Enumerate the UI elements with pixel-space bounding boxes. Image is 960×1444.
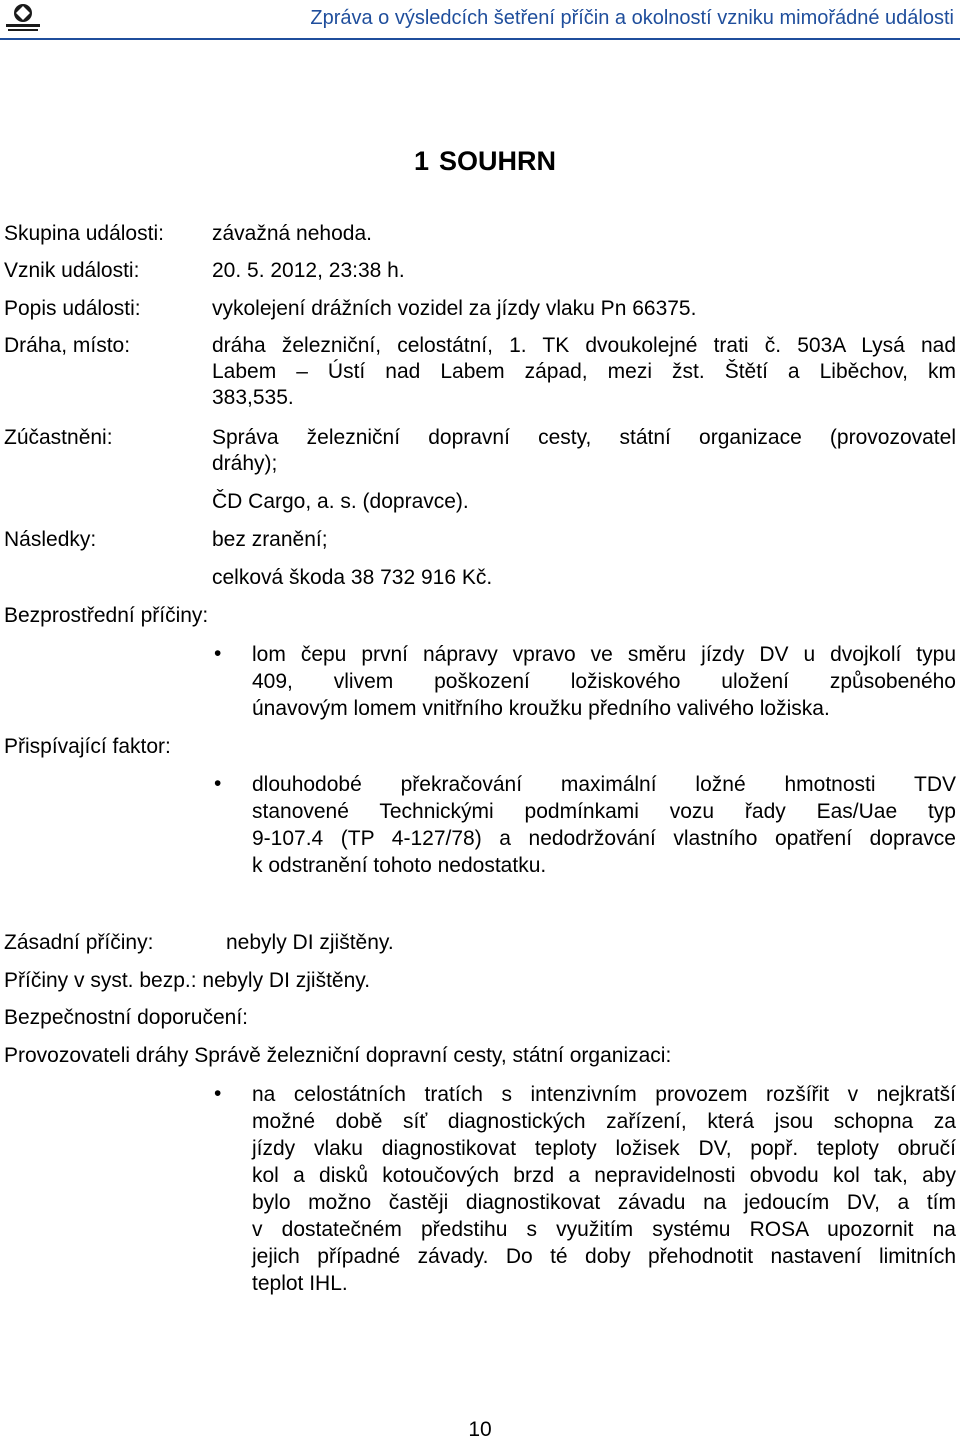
recommendation-text — [252, 1081, 956, 1297]
draha-line: Labem – Ústí nad Labem západ, mezi žst. Štětí a Liběchov, km — [212, 360, 956, 383]
prispivajici-line: stanovené Technickými podmínkami vozu řady Eas/Uae typ — [252, 800, 956, 823]
prispivajici-text — [252, 771, 956, 879]
recommendation-line: na celostátních tratích s intenzivním provozem rozšířit v nejkratší — [252, 1083, 956, 1106]
skupina-label: Skupina události: — [4, 222, 164, 245]
popis-value: vykolejení drážních vozidel za jízdy vlaku Pn 66375. — [212, 297, 697, 320]
draha-line: dráha železniční, celostátní, 1. TK dvoukolejné trati č. 503A Lysá nad — [212, 334, 956, 357]
prispivajici-line: 9-107.4 (TP 4-127/78) a nedodržování vlastního opatření dopravce — [252, 827, 956, 850]
section-heading — [0, 146, 960, 177]
nasledky-label: Následky: — [4, 528, 97, 551]
section-title: SOUHRN — [439, 146, 557, 176]
nasledky-line: celková škoda 38 732 916 Kč. — [212, 566, 493, 589]
recommendation-line: bylo možno častěji diagnostikovat závadu na jedoucím DV, a tím — [252, 1191, 956, 1214]
zasadni-label: Zásadní příčiny: — [4, 931, 154, 954]
bullet-icon: • — [214, 772, 222, 795]
page-number: 10 — [468, 1418, 492, 1441]
doporuceni-label: Bezpečnostní doporučení: — [4, 1006, 249, 1029]
zucastneni-label: Zúčastněni: — [4, 426, 113, 449]
draha-label: Dráha, místo: — [4, 334, 131, 357]
nasledky-line: bez zranění; — [212, 528, 328, 551]
zucastneni-value — [212, 425, 956, 477]
bezprostredni-line: únavovým lomem vnitřního kroužku předního valivého ložiska. — [252, 697, 830, 720]
bezprostredni-line: 409, vlivem poškození ložiskového uložení způsobeného — [252, 670, 956, 693]
skupina-value: závažná nehoda. — [212, 222, 372, 245]
recommendation-line: kol a disků kotoučových brzd a nepravidelnosti obvodu kol tak, aby — [252, 1164, 956, 1187]
vznik-value: 20. 5. 2012, 23:38 h. — [212, 259, 405, 282]
priciny-syst-text: Příčiny v syst. bezp.: nebyly DI zjištěny. — [4, 969, 371, 992]
recommendation-line: možné době síť diagnostických zařízení, která jsou schopna za — [252, 1110, 956, 1133]
drazni-inspekce-logo-icon — [4, 2, 42, 34]
bullet-icon: • — [214, 1082, 222, 1105]
zasadni-value: nebyly DI zjištěny. — [226, 931, 394, 954]
prispivajici-label: Přispívající faktor: — [4, 735, 171, 758]
zucastneni-line: Správa železniční dopravní cesty, státní organizace (provozovatel — [212, 426, 956, 449]
popis-label: Popis události: — [4, 297, 141, 320]
provozovateli-text: Provozovateli dráhy Správě železniční dopravní cesty, státní organizaci: — [4, 1044, 672, 1067]
vznik-label: Vznik události: — [4, 259, 140, 282]
document-header-title: Zpráva o výsledcích šetření příčin a okolností vzniku mimořádné události — [310, 7, 954, 29]
draha-value — [212, 333, 956, 411]
zucastneni-line: dráhy); — [212, 452, 278, 475]
bezprostredni-text — [252, 641, 956, 722]
recommendation-line: teplot IHL. — [252, 1272, 348, 1295]
draha-line: 383,535. — [212, 386, 294, 409]
recommendation-line: jízdy vlaku diagnostikovat teploty ložisek DV, popř. teploty obručí — [252, 1137, 956, 1160]
zucastneni-dopravce: ČD Cargo, a. s. (dopravce). — [212, 490, 469, 513]
bullet-icon: • — [214, 642, 222, 665]
prispivajici-line: k odstranění tohoto nedostatku. — [252, 854, 547, 877]
prispivajici-line: dlouhodobé překračování maximální ložné hmotnosti TDV — [252, 773, 956, 796]
header-divider — [0, 38, 960, 40]
section-number: 1 — [413, 146, 429, 176]
recommendation-line: v dostatečném předstihu s využitím systému ROSA upozornit na — [252, 1218, 956, 1241]
recommendation-line: jejich případné závady. Do té doby přehodnotit nastavení limitních — [252, 1245, 956, 1268]
bezprostredni-line: lom čepu první nápravy vpravo ve směru jízdy DV u dvojkolí typu — [252, 643, 956, 666]
bezprostredni-label: Bezprostřední příčiny: — [4, 604, 209, 627]
